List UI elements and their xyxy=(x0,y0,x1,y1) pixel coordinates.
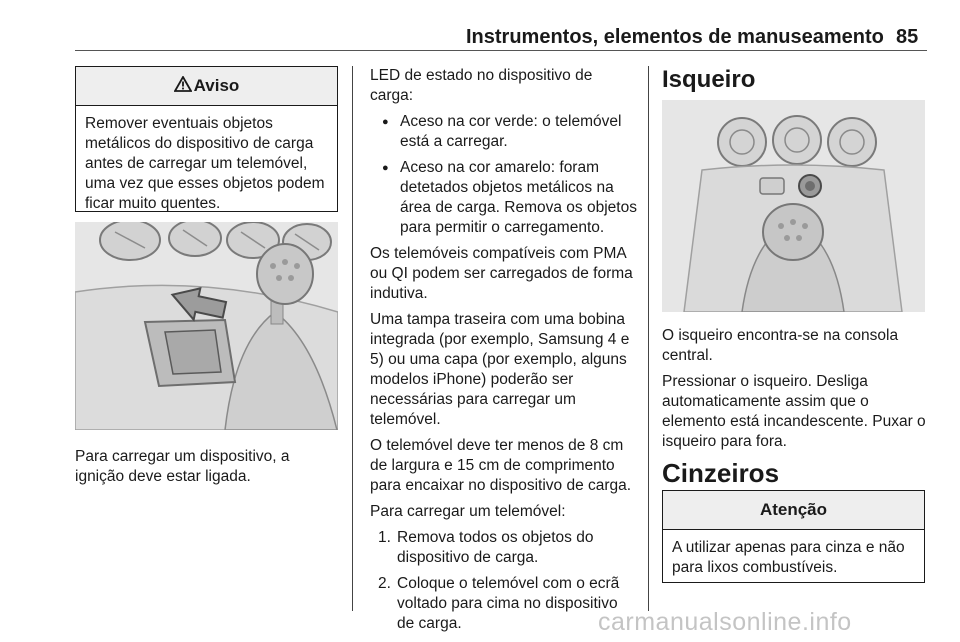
figure-caption: Para carregar um dispositivo, a ignição deve estar ligada. xyxy=(75,448,290,485)
led-intro: LED de estado no dispositivo de carga: xyxy=(370,67,593,104)
led-bullet-list xyxy=(370,112,638,238)
warning-box-header xyxy=(76,67,337,106)
paragraph-phone-size: O telemóvel deve ter menos de 8 cm de largura e 15 cm de comprimento para encaixar no dispositivo de carga. xyxy=(370,437,632,494)
step-number: 2. xyxy=(378,575,391,592)
running-header-title: Instrumentos, elementos de manuseamento xyxy=(466,26,884,48)
list-item: ● Aceso na cor amarelo: foram detetados objetos metálicos na área de carga. Remova os objetos para permitir o carregamento. xyxy=(370,158,638,238)
notice-title: Atenção xyxy=(759,500,828,519)
step-text: Remova todos os objetos do dispositivo de carga. xyxy=(397,529,594,566)
page-number: 85 xyxy=(896,26,919,48)
warning-title: Aviso xyxy=(193,76,240,95)
section-heading-cinzeiros: Cinzeiros xyxy=(662,458,780,488)
notice-text: A utilizar apenas para cinza e não para lixos combustíveis. xyxy=(672,539,905,576)
column-2-text xyxy=(370,66,638,640)
paragraph-back-cover: Uma tampa traseira com uma bobina integrada (por exemplo, Samsung 4 e 5) ou uma capa (por exemplo, alguns modelos iPhone) poderão ser necessárias para carregar um telemóvel. xyxy=(370,311,630,428)
warning-text: Remover eventuais objetos metálicos do dispositivo de carga antes de carregar um telemóvel, uma vez que esses objetos podem ficar muito quentes. xyxy=(85,115,325,212)
notice-box xyxy=(662,490,925,583)
column-divider-2 xyxy=(648,66,649,611)
notice-box-header xyxy=(663,491,924,530)
warning-box xyxy=(75,66,338,212)
warning-triangle-icon xyxy=(174,76,192,97)
steps-intro: Para carregar um telemóvel: xyxy=(370,503,566,520)
step-number: 1. xyxy=(378,529,391,546)
column-divider-1 xyxy=(352,66,353,611)
paragraph-lighter-location: O isqueiro encontra-se na consola central. xyxy=(662,327,899,364)
cigarette-lighter-console-illustration xyxy=(662,100,925,312)
list-item xyxy=(370,528,638,568)
watermark: carmanualsonline.info xyxy=(598,608,852,636)
paragraph-pma-qi: Os telemóveis compatíveis com PMA ou QI podem ser carregados de forma indutiva. xyxy=(370,245,633,302)
paragraph-lighter-usage: Pressionar o isqueiro. Desliga automaticamente assim que o elemento está incandescente. Puxar o isqueiro para fora. xyxy=(662,373,926,450)
step-text: Coloque o telemóvel com o ecrã voltado para cima no dispositivo de carga. xyxy=(397,575,620,632)
list-item: ● Aceso na cor verde: o telemóvel está a carregar. xyxy=(370,112,638,152)
gear-lever-charging-pad-illustration xyxy=(75,222,338,430)
header-rule xyxy=(75,50,927,51)
section-heading-isqueiro: Isqueiro xyxy=(662,66,756,93)
column-3-text xyxy=(662,326,927,458)
